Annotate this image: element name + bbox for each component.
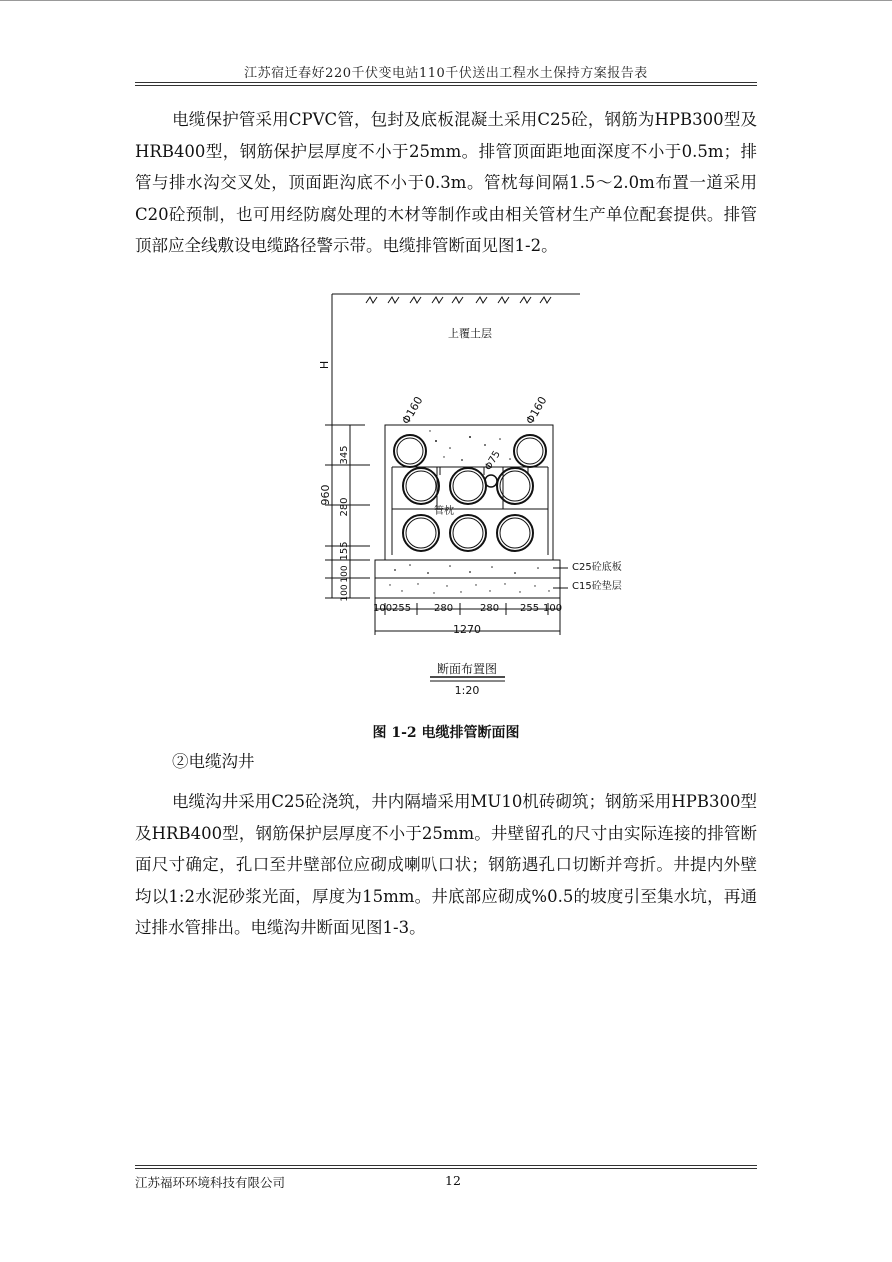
- dim-255-left: 255: [392, 603, 412, 614]
- pipe-lower-3: [497, 515, 533, 551]
- page-border-top: [0, 0, 892, 1]
- concrete-encasement: [385, 425, 553, 560]
- pipe-lower-1: [403, 515, 439, 551]
- dim-280-vertical: 280: [339, 497, 350, 517]
- dim-280-second: 280: [480, 603, 500, 614]
- label-c15-layer: C15砼垫层: [572, 581, 622, 592]
- section-subheading: ②电缆沟井: [172, 752, 255, 771]
- dim-100-left: 100: [373, 603, 393, 614]
- pipe-d160-right: [514, 435, 546, 467]
- paragraph-cable-well: [135, 786, 757, 944]
- dim-255-right: 255: [520, 603, 540, 614]
- pipe-upper-1: [403, 468, 439, 504]
- dim-345: 345: [339, 445, 350, 465]
- dim-1270: 1270: [453, 623, 481, 636]
- label-d75: Φ75: [483, 449, 503, 473]
- drawing-title: 断面布置图: [436, 662, 498, 676]
- label-pipe-pillow: 管枕: [434, 506, 454, 517]
- label-soil-layer: 上覆土层: [448, 327, 492, 340]
- drawing-scale: 1:20: [454, 684, 480, 697]
- paragraph-cable-conduit: [135, 104, 757, 262]
- c25-base-slab: [375, 560, 560, 578]
- ground-hatch: [366, 297, 551, 303]
- dim-100-lower: 100: [340, 584, 350, 602]
- page-number: 12: [445, 1173, 461, 1188]
- dim-280-first: 280: [434, 603, 454, 614]
- header-rule: [135, 82, 757, 86]
- pipe-lower-2: [450, 515, 486, 551]
- pipe-d160-left: [394, 435, 426, 467]
- label-d160-right: Φ160: [523, 394, 550, 427]
- dim-155: 155: [339, 541, 350, 561]
- document-header-title: 江苏宿迁春好220千伏变电站110千伏送出工程水土保持方案报告表: [244, 66, 648, 81]
- label-h: H: [318, 360, 331, 370]
- paragraph-cable-well-text: 电缆沟井采用C25砼浇筑，井内隔墙采用MU10机砖砌筑；钢筋采用HPB300型及HRB400型，钢筋保护层厚度不小于25mm。井壁留孔的尺寸由实际连接的排管断面尺寸确定，孔口至井壁部位应砌成喇叭口状；钢筋遇孔口切断并弯折。井提内外壁均以1:2水泥砂浆光面，厚度为15mm。井底部应砌成%0.5的坡度引至集水坑，再通过排水管排出。电缆沟井断面见图1-3。: [135, 792, 757, 937]
- dim-100-right: 100: [543, 603, 563, 614]
- pipe-upper-3: [497, 468, 533, 504]
- dim-100-upper: 100: [340, 565, 350, 583]
- c15-cushion-layer: [375, 578, 560, 598]
- dim-960: 960: [319, 484, 332, 506]
- concrete-speckles: [389, 430, 549, 593]
- footer-company: 江苏福环环境科技有限公司: [135, 1175, 286, 1190]
- cable-conduit-section-drawing: [0, 285, 892, 705]
- pipe-upper-2: [450, 468, 486, 504]
- label-c25-slab: C25砼底板: [572, 562, 622, 573]
- paragraph-cable-conduit-text: 电缆保护管采用CPVC管，包封及底板混凝土采用C25砼，钢筋为HPB300型及HRB400型，钢筋保护层厚度不小于25mm。排管顶面距地面深度不小于0.5m；排管与排水沟交叉处，顶面距沟底不小于0.3m。管枕每间隔1.5～2.0m布置一道采用C20砼预制，也可用经防腐处理的木材等制作或由相关管材生产单位配套提供。排管顶部应全线敷设电缆路径警示带。电缆排管断面见图1-2。: [135, 110, 757, 255]
- footer-rule: [135, 1165, 757, 1169]
- label-d160-left: Φ160: [399, 394, 426, 427]
- pipe-d75: [485, 475, 497, 487]
- figure-caption: 图 1-2 电缆排管断面图: [372, 725, 520, 741]
